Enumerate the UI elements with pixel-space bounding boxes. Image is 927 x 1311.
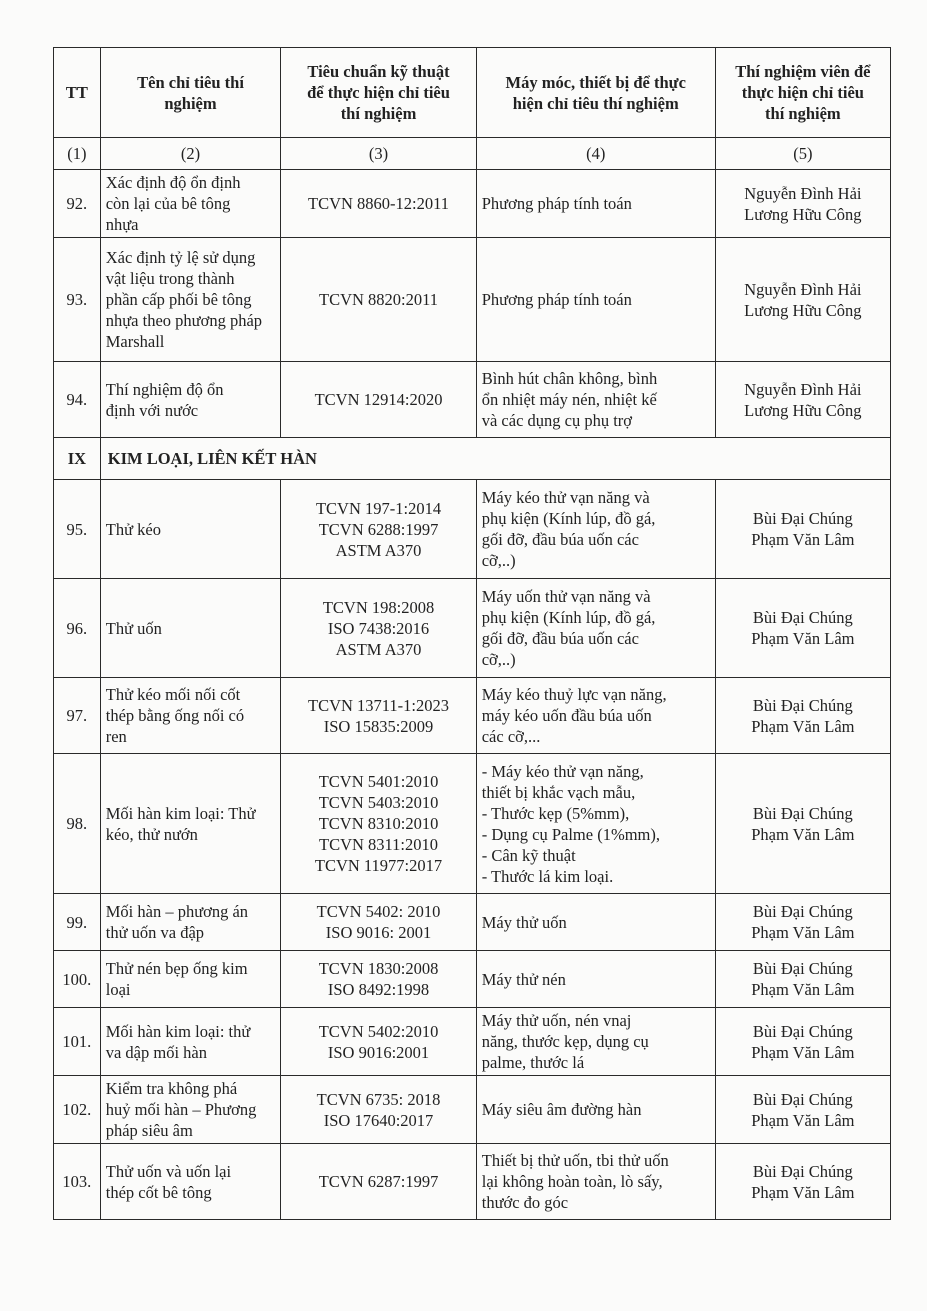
technical-standard xyxy=(281,951,476,1008)
text-line: Bùi Đại Chúng xyxy=(752,1161,853,1181)
test-staff xyxy=(715,951,890,1008)
text-line: TCVN 6287:1997 xyxy=(318,1172,439,1191)
text-line: ISO 9016: 2001 xyxy=(325,923,432,942)
criterion-name xyxy=(100,480,281,579)
equipment xyxy=(476,238,715,362)
row-number: 92. xyxy=(54,170,101,238)
equipment xyxy=(476,579,715,678)
text-line: Kiểm tra không phá xyxy=(105,1079,238,1098)
text-line: thiết bị khắc vạch mẫu, xyxy=(481,782,636,802)
text-line: hiện chỉ tiêu thí nghiệm xyxy=(512,93,679,113)
text-line: Thí nghiệm độ ổn xyxy=(105,379,224,399)
text-line: Bùi Đại Chúng xyxy=(752,608,853,627)
equipment xyxy=(476,362,715,438)
text-line: định với nước xyxy=(105,400,199,420)
text-line: thực hiện chỉ tiêu xyxy=(741,83,864,102)
text-line: Phương pháp tính toán xyxy=(481,290,632,309)
criterion-name xyxy=(100,238,281,362)
criterion-name xyxy=(100,951,281,1008)
text-line: gối đỡ, đầu búa uốn các xyxy=(481,629,639,648)
text-line: nhựa theo phương pháp xyxy=(105,311,263,330)
text-line: để thực hiện chỉ tiêu xyxy=(307,83,450,102)
text-line: TCVN 6288:1997 xyxy=(318,519,439,539)
technical-standard xyxy=(281,894,476,951)
text-line: Phạm Văn Lâm xyxy=(751,716,855,736)
text-line: - Cân kỹ thuật xyxy=(481,845,576,865)
text-line: và các dụng cụ phụ trợ xyxy=(481,411,633,430)
row-number: 98. xyxy=(54,754,101,894)
table-body-part-a xyxy=(54,170,891,438)
equipment xyxy=(476,754,715,894)
text-line: Mối hàn kim loại: thử xyxy=(105,1021,251,1041)
equipment xyxy=(476,1008,715,1076)
table-row xyxy=(54,480,891,579)
text-line: ISO 15835:2009 xyxy=(323,716,434,736)
text-line: Phạm Văn Lâm xyxy=(751,923,855,942)
test-staff xyxy=(715,1008,890,1076)
text-line: Thử nén bẹp ống kim xyxy=(105,959,248,978)
row-number: 95. xyxy=(54,480,101,579)
text-line: Bùi Đại Chúng xyxy=(752,695,853,715)
text-line: cỡ,..) xyxy=(481,551,516,570)
text-line: TCVN 5403:2010 xyxy=(318,793,439,812)
table-row xyxy=(54,238,891,362)
text-line: Máy móc, thiết bị để thực xyxy=(505,72,686,92)
row-number: 100. xyxy=(54,951,101,1008)
technical-standard xyxy=(281,579,476,678)
technical-standard xyxy=(281,1008,476,1076)
technical-standard xyxy=(281,1076,476,1144)
text-line: lại không hoàn toàn, lò sấy, xyxy=(481,1172,663,1191)
row-number: 93. xyxy=(54,238,101,362)
row-number: 101. xyxy=(54,1008,101,1076)
text-line: TCVN 8311:2010 xyxy=(319,835,439,854)
test-staff xyxy=(715,678,890,754)
text-line: thước đo góc xyxy=(481,1193,569,1212)
text-line: Máy kéo thuỷ lực vạn năng, xyxy=(481,685,667,704)
equipment xyxy=(476,480,715,579)
text-line: Máy kéo thử vạn năng và xyxy=(481,488,650,507)
section-body xyxy=(54,438,891,480)
text-line: Bùi Đại Chúng xyxy=(752,902,853,921)
column-number: (1) xyxy=(54,138,101,170)
header-staff xyxy=(715,48,890,138)
text-line: ISO 7438:2016 xyxy=(327,618,430,638)
text-line: Thử uốn xyxy=(105,618,162,638)
test-staff xyxy=(715,480,890,579)
criterion-name xyxy=(100,894,281,951)
header-tt: TT xyxy=(54,48,101,138)
equipment xyxy=(476,894,715,951)
criterion-name xyxy=(100,1144,281,1220)
row-number: 102. xyxy=(54,1076,101,1144)
text-line: Máy uốn thử vạn năng và xyxy=(481,587,651,606)
text-line: phụ kiện (Kính lúp, đồ gá, xyxy=(481,608,656,627)
text-line: Bùi Đại Chúng xyxy=(752,959,853,978)
text-line: thép cốt bê tông xyxy=(105,1182,212,1202)
text-line: cỡ,..) xyxy=(481,650,516,669)
technical-standard xyxy=(281,678,476,754)
text-line: Bùi Đại Chúng xyxy=(752,1089,853,1109)
text-line: Máy siêu âm đường hàn xyxy=(481,1100,642,1119)
text-line: ren xyxy=(105,727,127,746)
text-line: kéo, thử nướn xyxy=(105,824,198,844)
text-line: ISO 8492:1998 xyxy=(327,980,430,999)
text-line: Marshall xyxy=(105,332,165,351)
table-row xyxy=(54,1144,891,1220)
header-row xyxy=(54,48,891,138)
text-line: Tên chỉ tiêu thí xyxy=(137,72,244,92)
row-number: 97. xyxy=(54,678,101,754)
text-line: Mối hàn – phương án xyxy=(105,902,249,921)
table-row xyxy=(54,754,891,894)
text-line: ISO 17640:2017 xyxy=(323,1110,434,1130)
table-row xyxy=(54,678,891,754)
test-staff xyxy=(715,170,890,238)
text-line: Lương Hữu Công xyxy=(744,400,862,420)
criterion-name xyxy=(100,362,281,438)
text-line: TCVN 5402:2010 xyxy=(318,1021,439,1041)
equipment xyxy=(476,1144,715,1220)
text-line: TCVN 12914:2020 xyxy=(314,390,443,409)
text-line: TCVN 6735: 2018 xyxy=(316,1089,441,1109)
text-line: Tiêu chuẩn kỹ thuật xyxy=(307,62,450,81)
text-line: Lương Hữu Công xyxy=(744,204,862,224)
text-line: Bình hút chân không, bình xyxy=(481,369,658,388)
equipment xyxy=(476,951,715,1008)
text-line: Bùi Đại Chúng xyxy=(752,803,853,823)
table-row xyxy=(54,362,891,438)
column-number: (5) xyxy=(715,138,890,170)
technical-standard xyxy=(281,754,476,894)
technical-standard xyxy=(281,170,476,238)
test-staff xyxy=(715,1076,890,1144)
text-line: pháp siêu âm xyxy=(105,1121,193,1140)
section-number: IX xyxy=(54,438,101,480)
column-number: (4) xyxy=(476,138,715,170)
text-line: Máy thử uốn xyxy=(481,912,567,932)
text-line: Nguyễn Đình Hải xyxy=(744,279,862,299)
text-line: - Thước lá kim loại. xyxy=(481,866,614,886)
text-line: TCVN 13711-1:2023 xyxy=(308,695,450,715)
text-line: Xác định tỷ lệ sử dụng xyxy=(105,248,256,267)
text-line: Phương pháp tính toán xyxy=(481,194,632,213)
text-line: palme, thước lá xyxy=(481,1053,585,1072)
column-number: (3) xyxy=(281,138,476,170)
text-line: TCVN 8860-12:2011 xyxy=(308,194,450,213)
text-line: Thí nghiệm viên để xyxy=(735,62,871,81)
text-line: Nguyễn Đình Hải xyxy=(744,183,862,203)
text-line: Thử kéo xyxy=(105,519,161,539)
test-staff xyxy=(715,362,890,438)
technical-standard xyxy=(281,362,476,438)
criterion-name xyxy=(100,170,281,238)
table-row xyxy=(54,1008,891,1076)
text-line: TCVN 197-1:2014 xyxy=(315,498,442,518)
text-line: TCVN 8820:2011 xyxy=(319,290,439,309)
criterion-name xyxy=(100,678,281,754)
text-line: Thử kéo mối nối cốt xyxy=(105,685,241,704)
test-criteria-table xyxy=(53,47,891,1220)
text-line: - Thước kẹp (5%mm), xyxy=(481,803,630,823)
row-number: 94. xyxy=(54,362,101,438)
text-line: TCVN 198:2008 xyxy=(322,597,435,617)
text-line: máy kéo uốn đầu búa uốn xyxy=(481,706,652,725)
text-line: phụ kiện (Kính lúp, đồ gá, xyxy=(481,509,656,528)
text-line: Bùi Đại Chúng xyxy=(752,1021,853,1041)
text-line: Thử uốn và uốn lại xyxy=(105,1161,232,1181)
column-number-row xyxy=(54,138,891,170)
text-line: Phạm Văn Lâm xyxy=(751,629,855,648)
text-line: Phạm Văn Lâm xyxy=(751,980,855,999)
text-line: thép bằng ống nối có xyxy=(105,706,245,725)
technical-standard xyxy=(281,238,476,362)
text-line: nhựa xyxy=(105,215,139,234)
text-line: ISO 9016:2001 xyxy=(327,1042,430,1062)
text-line: thí nghiệm xyxy=(765,104,841,123)
text-line: va dập mối hàn xyxy=(105,1042,207,1062)
row-number: 99. xyxy=(54,894,101,951)
text-line: thử uốn va đập xyxy=(105,923,205,942)
test-staff xyxy=(715,754,890,894)
text-line: TCVN 5402: 2010 xyxy=(316,902,441,921)
header-standard xyxy=(281,48,476,138)
text-line: TCVN 8310:2010 xyxy=(318,814,439,833)
text-line: Phạm Văn Lâm xyxy=(751,1042,855,1062)
text-line: loại xyxy=(105,980,131,999)
text-line: huỷ mối hàn – Phương xyxy=(105,1100,257,1119)
header-name xyxy=(100,48,281,138)
text-line: gối đỡ, đầu búa uốn các xyxy=(481,530,639,549)
column-number: (2) xyxy=(100,138,281,170)
criterion-name xyxy=(100,754,281,894)
table-body-part-b xyxy=(54,480,891,1220)
text-line: ASTM A370 xyxy=(335,540,422,560)
text-line: vật liệu trong thành xyxy=(105,269,235,288)
text-line: thí nghiệm xyxy=(340,104,417,123)
text-line: năng, thước kẹp, dụng cụ xyxy=(481,1032,649,1051)
text-line: Lương Hữu Công xyxy=(744,300,862,320)
table-row xyxy=(54,1076,891,1144)
text-line: Xác định độ ổn định xyxy=(105,173,241,192)
text-line: Nguyễn Đình Hải xyxy=(744,379,862,399)
text-line: Phạm Văn Lâm xyxy=(751,530,855,549)
text-line: - Dụng cụ Palme (1%mm), xyxy=(481,824,660,844)
text-line: Phạm Văn Lâm xyxy=(751,1182,855,1202)
test-staff xyxy=(715,579,890,678)
text-line: Máy thử uốn, nén vnaj xyxy=(481,1011,632,1030)
criterion-name xyxy=(100,1008,281,1076)
test-staff xyxy=(715,1144,890,1220)
section-row xyxy=(54,438,891,480)
text-line: phần cấp phối bê tông xyxy=(105,290,252,309)
text-line: Mối hàn kim loại: Thử xyxy=(105,803,256,823)
table-row xyxy=(54,951,891,1008)
text-line: TCVN 11977:2017 xyxy=(314,856,443,875)
table-row xyxy=(54,894,891,951)
row-number: 103. xyxy=(54,1144,101,1220)
header-equipment xyxy=(476,48,715,138)
test-staff xyxy=(715,894,890,951)
text-line: còn lại của bê tông xyxy=(105,194,231,213)
text-line: Thiết bị thử uốn, tbi thử uốn xyxy=(481,1151,669,1170)
text-line: nghiệm xyxy=(164,93,217,113)
text-line: TCVN 5401:2010 xyxy=(318,772,439,791)
criterion-name xyxy=(100,1076,281,1144)
text-line: Phạm Văn Lâm xyxy=(751,824,855,844)
table-row xyxy=(54,579,891,678)
criterion-name xyxy=(100,579,281,678)
text-line: ổn nhiệt máy nén, nhiệt kế xyxy=(481,390,657,409)
equipment xyxy=(476,678,715,754)
equipment xyxy=(476,170,715,238)
technical-standard xyxy=(281,480,476,579)
text-line: - Máy kéo thử vạn năng, xyxy=(481,761,644,781)
text-line: Bùi Đại Chúng xyxy=(752,509,853,528)
test-staff xyxy=(715,238,890,362)
text-line: ASTM A370 xyxy=(335,639,422,659)
section-title: KIM LOẠI, LIÊN KẾT HÀN xyxy=(100,438,890,480)
text-line: các cỡ,... xyxy=(481,727,541,746)
technical-standard xyxy=(281,1144,476,1220)
row-number: 96. xyxy=(54,579,101,678)
text-line: Máy thử nén xyxy=(481,969,566,989)
text-line: TCVN 1830:2008 xyxy=(318,959,439,978)
text-line: Phạm Văn Lâm xyxy=(751,1110,855,1130)
equipment xyxy=(476,1076,715,1144)
table-row xyxy=(54,170,891,238)
